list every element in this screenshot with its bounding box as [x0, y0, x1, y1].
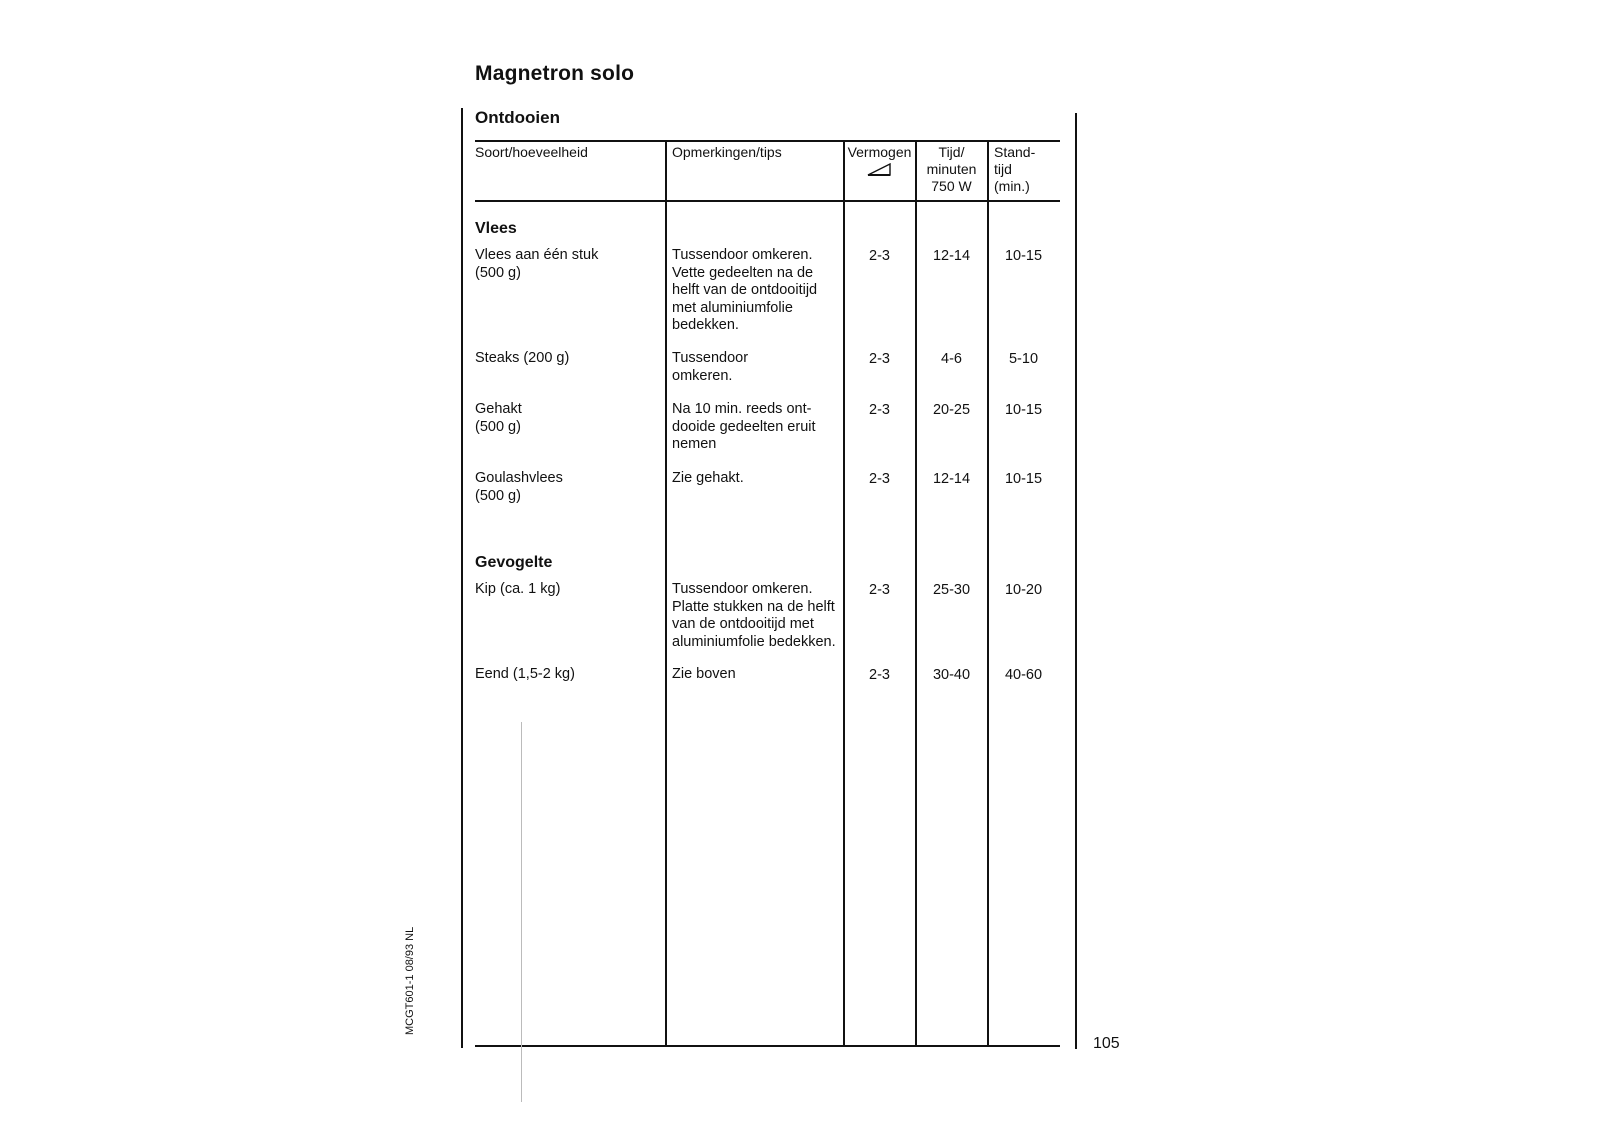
- item-line: Kip (ca. 1 kg): [475, 581, 561, 597]
- tip-line: aluminiumfolie bedekken.: [672, 633, 836, 650]
- table-row-item: [475, 350, 569, 368]
- table-row-time: 20-25: [932, 402, 971, 418]
- table-bottom-rule: [475, 1045, 1060, 1047]
- table-row-time: 30-40: [932, 667, 971, 683]
- table-row-tip: [672, 470, 744, 488]
- header-stand-line2: tijd: [994, 161, 1012, 177]
- item-line: (500 g): [475, 418, 521, 435]
- tip-line: Na 10 min. reeds ont-: [672, 401, 812, 417]
- header-tips: Opmerkingen/tips: [672, 144, 782, 160]
- header-power: [844, 144, 915, 181]
- left-margin-rule: [461, 108, 463, 1048]
- tip-line: Tussendoor omkeren.: [672, 247, 813, 263]
- tip-line: Zie gehakt.: [672, 470, 744, 486]
- section-title: Ontdooien: [475, 108, 560, 127]
- tip-line: met aluminiumfolie: [672, 299, 793, 316]
- tip-line: Tussendoor omkeren.: [672, 581, 813, 597]
- item-line: Eend (1,5-2 kg): [475, 666, 575, 682]
- item-line: (500 g): [475, 264, 521, 281]
- table-row-power: 2-3: [869, 351, 890, 367]
- header-standing-time: [994, 144, 1035, 195]
- table-row-time: 12-14: [932, 471, 971, 487]
- tip-line: helft van de ontdooitijd: [672, 282, 818, 298]
- tip-line: omkeren.: [672, 367, 733, 384]
- right-margin-rule: [1075, 113, 1077, 1049]
- item-line: (500 g): [475, 487, 521, 504]
- header-stand-line1: Stand-: [994, 144, 1036, 160]
- table-row-tip: [672, 401, 816, 454]
- table-row-item: [475, 666, 575, 684]
- item-line: Steaks (200 g): [475, 350, 570, 366]
- item-line: Vlees aan één stuk: [475, 247, 599, 263]
- page-title: Magnetron solo: [475, 62, 635, 85]
- table-row-stand: 10-20: [1004, 582, 1043, 598]
- header-stand-line3: (min.): [994, 178, 1030, 194]
- table-row-power: 2-3: [869, 471, 890, 487]
- table-row-tip: [672, 666, 736, 684]
- header-time-line3: 750 W: [931, 178, 972, 194]
- table-row-tip: [672, 350, 748, 385]
- table-row-item: [475, 470, 563, 505]
- power-wedge-icon: [866, 163, 894, 177]
- table-row-stand: 10-15: [1004, 402, 1043, 418]
- group-heading-gevogelte: Gevogelte: [475, 554, 553, 571]
- header-power-label: Vermogen: [847, 144, 912, 160]
- group-heading-vlees: Vlees: [475, 220, 517, 237]
- item-line: Goulashvlees: [475, 470, 563, 486]
- tip-line: bedekken.: [672, 317, 739, 333]
- tip-line: Vette gedeelten na de: [672, 264, 814, 281]
- table-row-stand: 5-10: [1008, 351, 1039, 367]
- tip-line: nemen: [672, 436, 717, 452]
- table-row-power: 2-3: [869, 402, 890, 418]
- table-row-stand: 10-15: [1004, 471, 1043, 487]
- scan-artifact-line: [521, 722, 522, 1102]
- header-time: [916, 144, 987, 195]
- tip-line: dooide gedeelten eruit: [672, 418, 816, 435]
- page-number: 105: [1093, 1035, 1120, 1052]
- table-row-time: 12-14: [932, 248, 971, 264]
- table-top-rule: [475, 140, 1060, 142]
- table-row-item: [475, 401, 522, 436]
- header-type: Soort/hoeveelheid: [475, 144, 588, 160]
- column-divider-1: [665, 140, 667, 1046]
- document-code: MCGT601-1 08/93 NL: [404, 926, 416, 1035]
- tip-line: van de ontdooitijd met: [672, 616, 814, 632]
- table-row-stand: 10-15: [1004, 248, 1043, 264]
- tip-line: Platte stukken na de helft: [672, 598, 835, 615]
- table-row-item: [475, 581, 560, 599]
- table-row-time: 4-6: [941, 351, 962, 367]
- table-row-item: [475, 247, 598, 282]
- header-time-line1: Tijd/: [938, 144, 965, 160]
- tip-line: Tussendoor: [672, 350, 749, 366]
- table-row-power: 2-3: [869, 582, 890, 598]
- tip-line: Zie boven: [672, 666, 736, 682]
- header-bottom-rule: [475, 200, 1060, 202]
- table-row-power: 2-3: [869, 667, 890, 683]
- item-line: Gehakt: [475, 401, 522, 417]
- table-row-power: 2-3: [869, 248, 890, 264]
- table-row-tip: [672, 247, 817, 335]
- table-row-time: 25-30: [932, 582, 971, 598]
- table-row-stand: 40-60: [1004, 667, 1043, 683]
- table-row-tip: [672, 581, 836, 651]
- header-time-line2: minuten: [926, 161, 977, 177]
